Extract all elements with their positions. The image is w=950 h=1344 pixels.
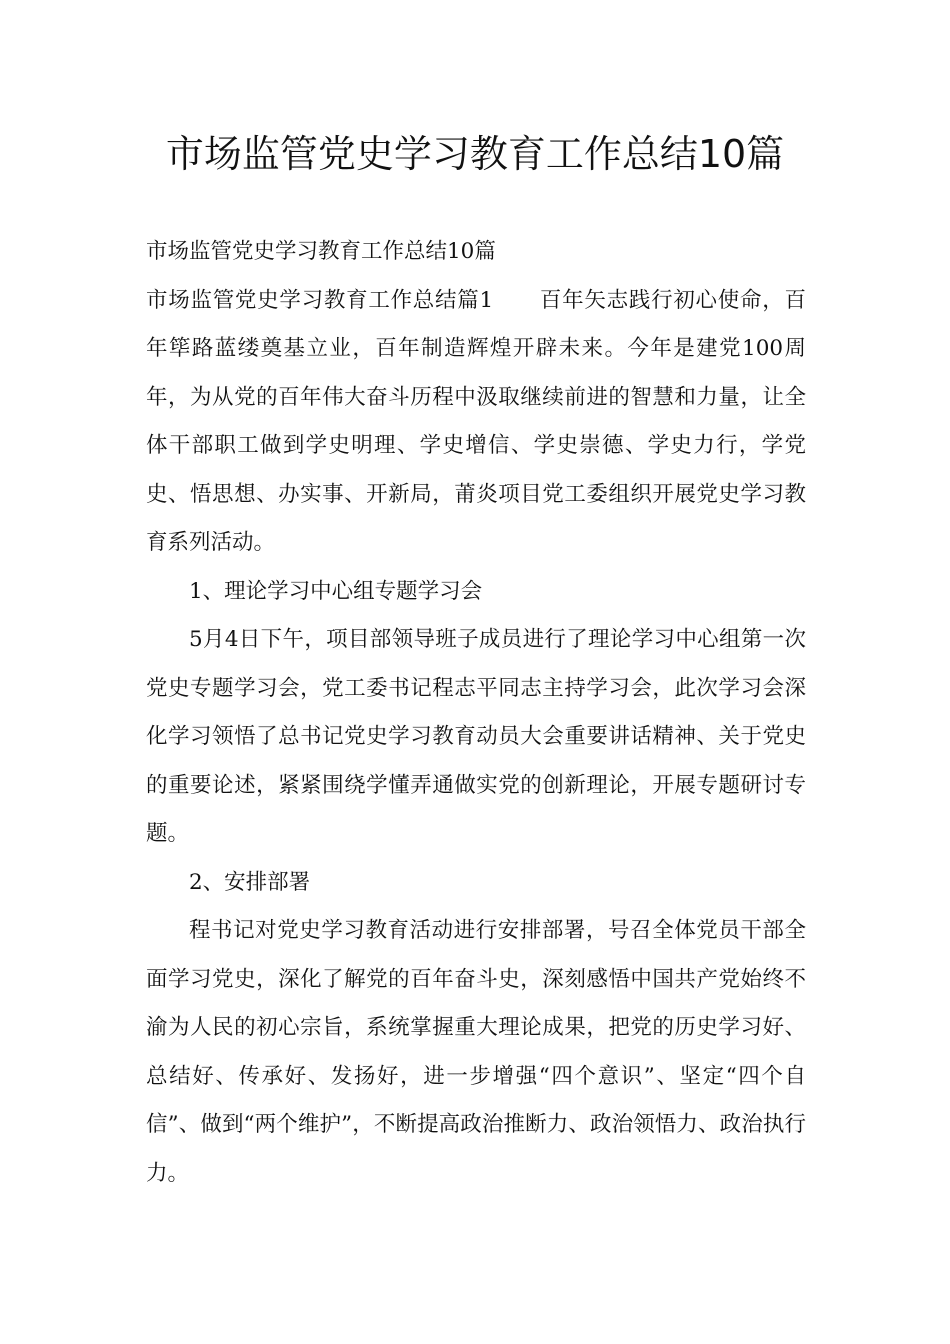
chapter-paragraph	[146, 277, 806, 568]
document-body	[146, 228, 806, 1198]
section-1-heading: 1、理论学习中心组专题学习会	[189, 578, 483, 604]
document-subtitle: 市场监管党史学习教育工作总结10篇	[146, 239, 496, 264]
section-2-paragraph: 程书记对党史学习教育活动进行安排部署，号召全体党员干部全面学习党史，深化了解党的百年奋斗史，深刻感悟中国共产党始终不渝为人民的初心宗旨，系统掌握重大理论成果，把党的历史学习好、总结好、传承好、发扬好，进一步增强“四个意识”、坚定“四个自信”、做到“两个维护”，不断提高政治推断力、政治领悟力、政治执行力。	[146, 918, 806, 1186]
intro-text: 百年矢志践行初心使命，百年筚路蓝缕奠基立业，百年制造辉煌开辟未来。今年是建党100周年，为从党的百年伟大奋斗历程中汲取继续前进的智慧和力量，让全体干部职工做到学史明理、学史增信、学史崇德、学史力行，学党史、悟思想、办实事、开新局，莆炎项目党工委组织开展党史学习教育系列活动。	[146, 287, 806, 555]
section-2-heading: 2、安排部署	[189, 869, 311, 895]
chapter-heading: 市场监管党史学习教育工作总结篇1	[146, 287, 494, 313]
document-title: 市场监管党史学习教育工作总结10篇	[165, 132, 785, 176]
section-1-paragraph: 5月4日下午，项目部领导班子成员进行了理论学习中心组第一次党史专题学习会，党工委书记程志平同志主持学习会，此次学习会深化学习领悟了总书记党史学习教育动员大会重要讲话精神、关于党史的重要论述，紧紧围绕学懂弄通做实党的创新理论，开展专题研讨专题。	[146, 627, 806, 846]
